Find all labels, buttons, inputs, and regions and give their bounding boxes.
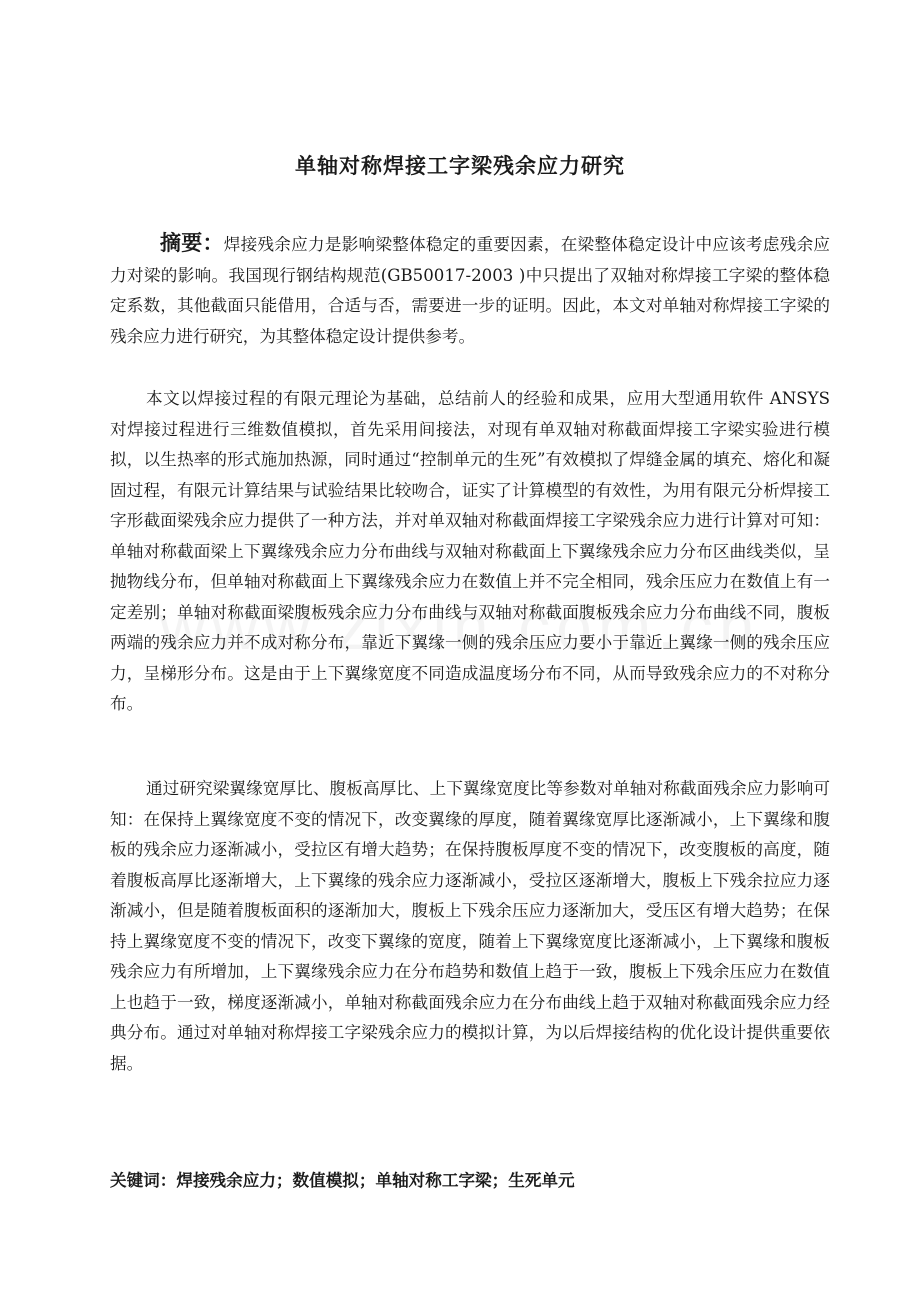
paper-title: 单轴对称焊接工字梁残余应力研究 (295, 154, 625, 178)
abstract-paragraph (110, 228, 830, 352)
keywords-line: 关键词：焊接残余应力；数值模拟；单轴对称工字梁；生死单元 (110, 1171, 575, 1190)
body-paragraph-3: 通过研究梁翼缘宽厚比、腹板高厚比、上下翼缘宽度比等参数对单轴对称截面残余应力影响可知：在保持上翼缘宽度不变的情况下，改变翼缘的厚度，随着翼缘宽厚比逐渐减小，上下翼缘和腹板的残余应力逐渐减小，受拉区有增大趋势；在保持腹板厚度不变的情况下，改变腹板的高度，随着腹板高厚比逐渐增大，上下翼缘的残余应力逐渐减小，受拉区逐渐增大，腹板上下残余拉应力逐渐减小，但是随着腹板面积的逐渐加大，腹板上下残余压应力逐渐加大，受压区有增大趋势；在保持上翼缘宽度不变的情况下，改变下翼缘的宽度，随着上下翼缘宽度比逐渐减小，上下翼缘和腹板残余应力有所增加，上下翼缘残余应力在分布趋势和数值上趋于一致，腹板上下残余压应力在数值上也趋于一致，梯度逐渐减小，单轴对称截面残余应力在分布曲线上趋于双轴对称截面残余应力经典分布。通过对单轴对称焊接工字梁残余应力的模拟计算，为以后焊接结构的优化设计提供重要依据。 (110, 779, 830, 1073)
abstract-text: 焊接残余应力是影响梁整体稳定的重要因素，在梁整体稳定设计中应该考虑残余应力对梁的影响。我国现行钢结构规范(GB50017-2003 )中只提出了双轴对称焊接工字梁的整体稳定系数，其他截面只能借用，合适与否，需要进一步的证明。因此，本文对单轴对称焊接工字梁的残余应力进行研究，为其整体稳定设计提供参考。 (110, 235, 831, 346)
body-paragraph-2: 本文以焊接过程的有限元理论为基础，总结前人的经验和成果，应用大型通用软件 ANSYS 对焊接过程进行三维数值模拟，首先采用间接法，对现有单双轴对称截面焊接工字梁实验进行模拟，以生热率的形式施加热源，同时通过“控制单元的生死”有效模拟了焊缝金属的填充、熔化和凝固过程，有限元计算结果与试验结果比较吻合，证实了计算模型的有效性，为用有限元分析焊接工字形截面梁残余应力提供了一种方法，并对单双轴对称截面焊接工字梁残余应力进行计算对可知：单轴对称截面梁上下翼缘残余应力分布曲线与双轴对称截面上下翼缘残余应力分布区曲线类似，呈抛物线分布，但单轴对称截面上下翼缘残余应力在数值上并不完全相同，残余压应力在数值上有一定差别；单轴对称截面梁腹板残余应力分布曲线与双轴对称截面腹板残余应力分布曲线不同，腹板两端的残余应力并不成对称分布，靠近下翼缘一侧的残余压应力要小于靠近上翼缘一侧的残余压应力，呈梯形分布。这是由于上下翼缘宽度不同造成温度场分布不同，从而导致残余应力的不对称分布。 (110, 389, 830, 713)
abstract-label: 摘要： (160, 231, 224, 255)
